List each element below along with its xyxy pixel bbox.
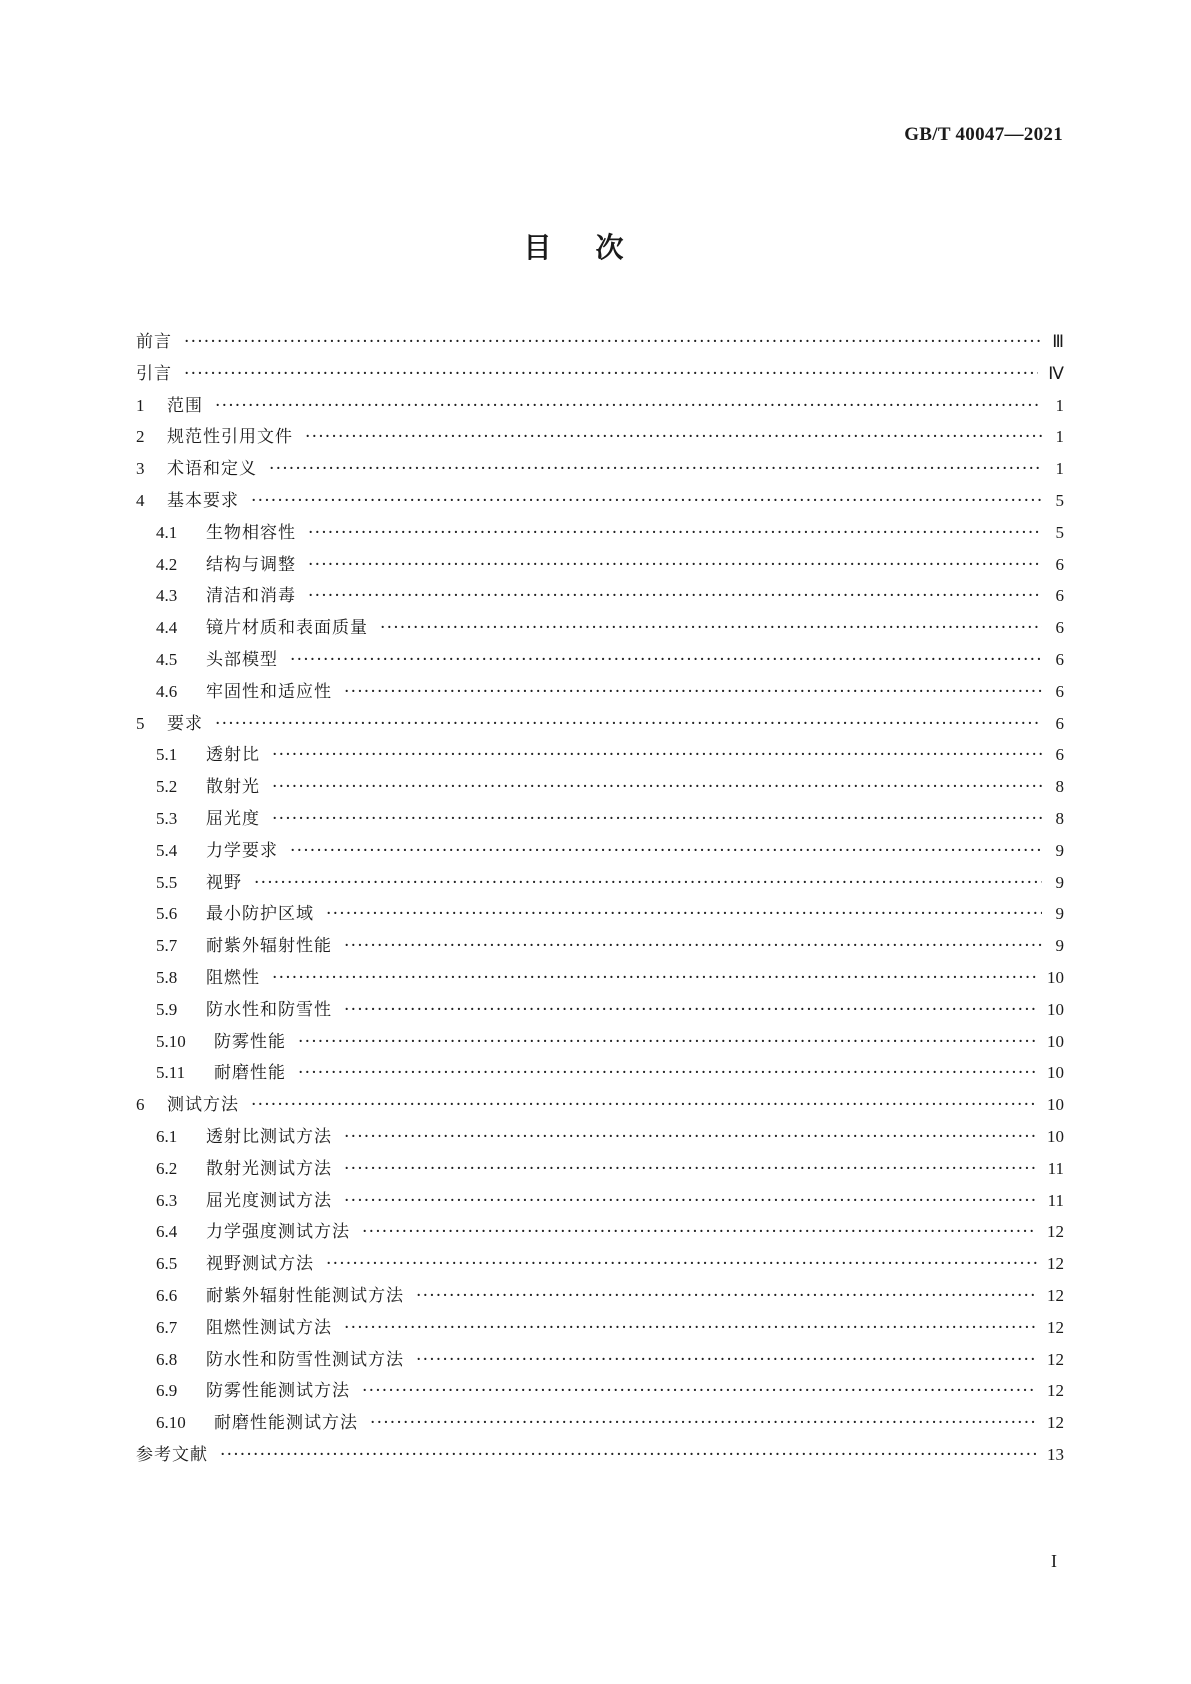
- toc-entry[interactable]: [136, 1280, 1064, 1312]
- dot-leader: [344, 1122, 1037, 1154]
- toc-entry[interactable]: [136, 1439, 1064, 1471]
- dot-leader: [215, 391, 1042, 423]
- toc-entry-label: 力学要求: [206, 840, 278, 861]
- toc-entry-label: 基本要求: [167, 490, 239, 511]
- toc-entry-number: 6.9: [156, 1381, 178, 1401]
- dot-leader: [272, 963, 1037, 995]
- toc-entry-number: 6.5: [156, 1254, 178, 1274]
- dot-leader: [308, 518, 1042, 550]
- toc-entry-page: 12: [1047, 1222, 1064, 1242]
- dot-leader: [344, 1154, 1038, 1186]
- dot-leader: [251, 1090, 1037, 1122]
- dot-leader: [298, 1027, 1037, 1059]
- toc-entry-number: 5.10: [156, 1031, 186, 1051]
- toc-entry-page: 9: [1055, 936, 1064, 956]
- toc-entry-label: 结构与调整: [206, 554, 296, 575]
- toc-entry-page: 12: [1047, 1285, 1064, 1305]
- toc-entry-label: 生物相容性: [206, 522, 296, 543]
- toc-entry[interactable]: [136, 835, 1064, 867]
- toc-entry-label: 测试方法: [167, 1095, 239, 1116]
- dot-leader: [344, 1313, 1037, 1345]
- dot-leader: [305, 422, 1042, 454]
- toc-entry-label: 阻燃性测试方法: [206, 1317, 332, 1338]
- toc-entry-number: 6.6: [156, 1285, 178, 1305]
- toc-entry[interactable]: [136, 1344, 1064, 1376]
- toc-entry-page: 10: [1047, 999, 1064, 1019]
- toc-entry-number: 5.4: [156, 840, 178, 860]
- toc-entry-page: 5: [1055, 522, 1064, 542]
- toc-entry-page: 11: [1047, 1158, 1064, 1178]
- toc-entry[interactable]: [136, 326, 1064, 358]
- toc-entry-number: 3: [136, 459, 145, 479]
- dot-leader: [308, 581, 1042, 613]
- toc-entry-number: 5.1: [156, 745, 178, 765]
- toc-entry-label: 范围: [167, 395, 203, 416]
- toc-entry-page: 10: [1047, 1095, 1064, 1115]
- toc-entry-label: 透射比: [206, 745, 260, 766]
- toc-entry-number: 4.5: [156, 649, 178, 669]
- toc-entry-page: 8: [1055, 808, 1064, 828]
- toc-entry[interactable]: [136, 1057, 1064, 1089]
- toc-entry-label: 术语和定义: [167, 459, 257, 480]
- toc-entry-page: 10: [1047, 1126, 1064, 1146]
- toc-entry-page: 8: [1055, 777, 1064, 797]
- toc-entry-label: 引言: [136, 363, 172, 384]
- toc-entry-page: 10: [1047, 1031, 1064, 1051]
- toc-entry-label: 防雾性能: [214, 1031, 286, 1052]
- toc-entry[interactable]: [136, 1248, 1064, 1280]
- toc-entry-label: 清洁和消毒: [206, 586, 296, 607]
- toc-entry-label: 耐紫外辐射性能: [206, 936, 332, 957]
- toc-entry-number: 5.11: [156, 1063, 186, 1083]
- toc-entry[interactable]: [136, 1375, 1064, 1407]
- toc-entry[interactable]: [136, 644, 1064, 676]
- toc-entry-label: 散射光: [206, 777, 260, 798]
- dot-leader: [326, 1249, 1037, 1281]
- dot-leader: [184, 359, 1038, 391]
- toc-entry[interactable]: [136, 676, 1064, 708]
- toc-entry[interactable]: [136, 867, 1064, 899]
- toc-entry-label: 力学强度测试方法: [206, 1222, 350, 1243]
- dot-leader: [326, 899, 1042, 931]
- toc-entry[interactable]: [136, 390, 1064, 422]
- toc-entry[interactable]: [136, 549, 1064, 581]
- toc-entry-label: 视野测试方法: [206, 1254, 314, 1275]
- dot-leader: [220, 1440, 1037, 1472]
- toc-entry-label: 屈光度测试方法: [206, 1190, 332, 1211]
- dot-leader: [272, 804, 1042, 836]
- toc-entry-number: 6.10: [156, 1413, 186, 1433]
- toc-entry-label: 要求: [167, 713, 203, 734]
- dot-leader: [344, 995, 1037, 1027]
- toc-entry-number: 5.6: [156, 904, 178, 924]
- toc-entry-page: 12: [1047, 1413, 1064, 1433]
- toc-entry-label: 屈光度: [206, 808, 260, 829]
- toc-entry[interactable]: [136, 358, 1064, 390]
- toc-entry-label: 镜片材质和表面质量: [206, 618, 368, 639]
- toc-entry-number: 4: [136, 490, 145, 510]
- toc-entry-page: 5: [1055, 490, 1064, 510]
- dot-leader: [416, 1345, 1037, 1377]
- toc-entry-label: 规范性引用文件: [167, 427, 293, 448]
- toc-entry-page: 1: [1055, 459, 1064, 479]
- toc-entry-number: 6.8: [156, 1349, 178, 1369]
- toc-entry-page: 6: [1055, 618, 1064, 638]
- toc-entry[interactable]: [136, 421, 1064, 453]
- dot-leader: [272, 740, 1042, 772]
- toc-entry[interactable]: [136, 994, 1064, 1026]
- dot-leader: [290, 645, 1042, 677]
- toc-entry-page: 12: [1047, 1254, 1064, 1274]
- toc-entry[interactable]: [136, 962, 1064, 994]
- toc-entry[interactable]: [136, 453, 1064, 485]
- toc-entry-number: 5.5: [156, 872, 178, 892]
- dot-leader: [290, 836, 1042, 868]
- dot-leader: [269, 454, 1042, 486]
- dot-leader: [370, 1408, 1037, 1440]
- standard-code: GB/T 40047—2021: [904, 124, 1063, 145]
- toc-entry[interactable]: [136, 580, 1064, 612]
- toc-entry-label: 参考文献: [136, 1444, 208, 1465]
- dot-leader: [254, 868, 1042, 900]
- dot-leader: [344, 677, 1042, 709]
- toc-entry-label: 防水性和防雪性: [206, 999, 332, 1020]
- toc-entry[interactable]: [136, 1185, 1064, 1217]
- toc-entry-page: 9: [1055, 872, 1064, 892]
- toc-entry-number: 5.7: [156, 936, 178, 956]
- dot-leader: [308, 550, 1042, 582]
- toc-entry-label: 耐磨性能: [214, 1063, 286, 1084]
- toc-entry[interactable]: [136, 485, 1064, 517]
- toc-entry-number: 6.3: [156, 1190, 178, 1210]
- toc-entry[interactable]: [136, 930, 1064, 962]
- toc-entry-label: 头部模型: [206, 649, 278, 670]
- toc-entry[interactable]: [136, 771, 1064, 803]
- toc-entry-label: 牢固性和适应性: [206, 681, 332, 702]
- page-number: I: [1051, 1551, 1057, 1571]
- dot-leader: [416, 1281, 1037, 1313]
- toc-entry-number: 4.6: [156, 681, 178, 701]
- toc-entry-label: 前言: [136, 332, 172, 352]
- toc-entry-page: 12: [1047, 1349, 1064, 1369]
- toc-entry[interactable]: [136, 517, 1064, 549]
- toc-entry-page: 1: [1055, 395, 1064, 415]
- toc-entry-label: 散射光测试方法: [206, 1158, 332, 1179]
- toc-entry-page: 6: [1055, 681, 1064, 701]
- dot-leader: [251, 486, 1042, 518]
- toc-entry-page: 1: [1055, 427, 1064, 447]
- dot-leader: [215, 709, 1042, 741]
- toc-entry[interactable]: [136, 1121, 1064, 1153]
- toc-entry-number: 6: [136, 1095, 145, 1115]
- toc-entry-label: 耐磨性能测试方法: [214, 1413, 358, 1434]
- toc-entry-page: 6: [1055, 745, 1064, 765]
- toc-entry[interactable]: [136, 739, 1064, 771]
- toc-entry-label: 透射比测试方法: [206, 1126, 332, 1147]
- toc-entry-page: 10: [1047, 967, 1064, 987]
- toc-entry[interactable]: [136, 803, 1064, 835]
- toc-entry-page: 9: [1055, 840, 1064, 860]
- toc-entry-page: 11: [1047, 1190, 1064, 1210]
- toc-entry-number: 1: [136, 395, 145, 415]
- toc-entry-number: 5: [136, 713, 145, 733]
- dot-leader: [272, 772, 1042, 804]
- dot-leader: [184, 327, 1042, 359]
- toc-entry[interactable]: [136, 1089, 1064, 1121]
- toc-entry-page: 6: [1055, 554, 1064, 574]
- toc-entry-number: 6.7: [156, 1317, 178, 1337]
- toc-entry-number: 5.2: [156, 777, 178, 797]
- toc-entry-number: 4.4: [156, 618, 178, 638]
- toc-entry[interactable]: [136, 1216, 1064, 1248]
- toc-entry-label: 最小防护区域: [206, 904, 314, 925]
- toc-entry-page: 9: [1055, 904, 1064, 924]
- dot-leader: [362, 1217, 1037, 1249]
- toc-entry-page: Ⅲ: [1052, 332, 1064, 351]
- toc-entry-label: 耐紫外辐射性能测试方法: [206, 1285, 404, 1306]
- toc-entry[interactable]: [136, 1407, 1064, 1439]
- toc-entry-page: 12: [1047, 1317, 1064, 1337]
- toc-entry[interactable]: [136, 1312, 1064, 1344]
- toc-entry-page: 6: [1055, 586, 1064, 606]
- toc-entry-page: 6: [1055, 649, 1064, 669]
- toc-entry-page: 13: [1047, 1444, 1064, 1464]
- toc-entry[interactable]: [136, 1026, 1064, 1058]
- toc-entry-number: 6.1: [156, 1126, 178, 1146]
- toc-entry-number: 2: [136, 427, 145, 447]
- dot-leader: [344, 1186, 1038, 1218]
- page-title: 目次: [523, 231, 668, 264]
- dot-leader: [344, 931, 1042, 963]
- toc-entry-number: 5.3: [156, 808, 178, 828]
- toc-entry[interactable]: [136, 612, 1064, 644]
- toc-entry-number: 4.2: [156, 554, 178, 574]
- toc-entry[interactable]: [136, 1153, 1064, 1185]
- toc-entry-number: 5.8: [156, 967, 178, 987]
- toc-entry-label: 防雾性能测试方法: [206, 1381, 350, 1402]
- dot-leader: [362, 1376, 1037, 1408]
- dot-leader: [298, 1058, 1037, 1090]
- table-of-contents: [136, 326, 1064, 1471]
- toc-entry-number: 6.4: [156, 1222, 178, 1242]
- toc-entry-number: 5.9: [156, 999, 178, 1019]
- toc-entry-page: 6: [1055, 713, 1064, 733]
- toc-entry-label: 防水性和防雪性测试方法: [206, 1349, 404, 1370]
- toc-entry[interactable]: [136, 708, 1064, 740]
- toc-entry-label: 视野: [206, 872, 242, 893]
- toc-entry-page: Ⅳ: [1048, 363, 1064, 383]
- toc-entry-number: 4.1: [156, 522, 178, 542]
- toc-entry-number: 4.3: [156, 586, 178, 606]
- toc-entry-label: 阻燃性: [206, 967, 260, 988]
- toc-entry-page: 10: [1047, 1063, 1064, 1083]
- toc-entry[interactable]: [136, 898, 1064, 930]
- toc-entry-number: 6.2: [156, 1158, 178, 1178]
- toc-entry-page: 12: [1047, 1381, 1064, 1401]
- dot-leader: [380, 613, 1042, 645]
